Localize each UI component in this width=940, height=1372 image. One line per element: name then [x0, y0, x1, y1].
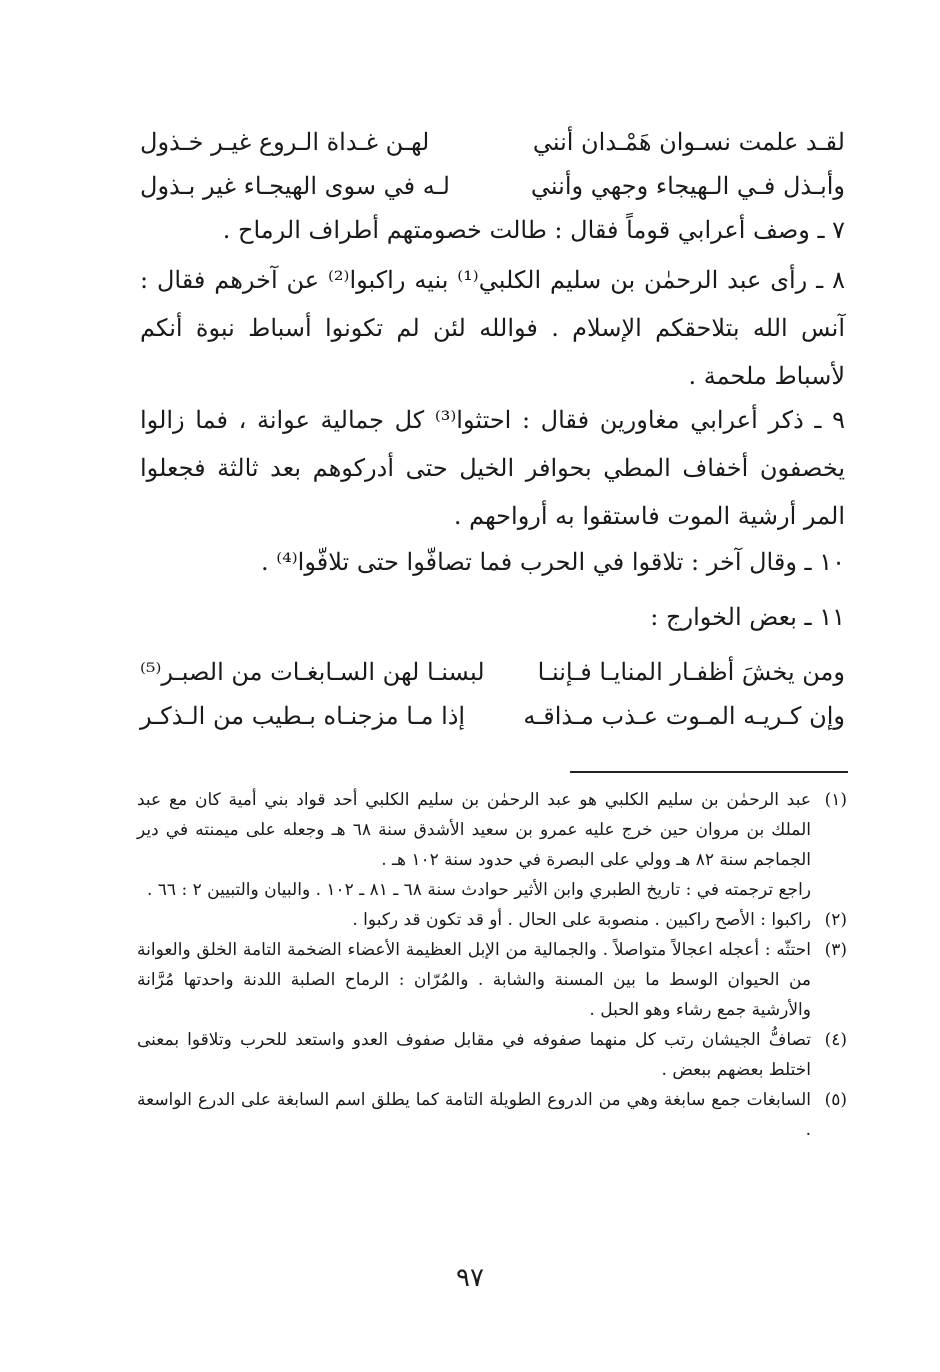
- footnote-text: السابغات جمع سابغة وهي من الدروع الطويلة التامة كما يطلق اسم السابغة على الدرع الواسعة .: [137, 1090, 811, 1140]
- verse-hemistich-left: لبسنـا لهن السـابغـات من الصبـر⁽⁵⁾: [140, 658, 485, 686]
- footnote-1-reference: راجع ترجمته في : تاريخ الطبري وابن الأثير حوادث سنة ٦٨ ـ ٨١ ـ ١٠٢ . والبيان والتبيين ٢ : ٦٦ .: [146, 880, 811, 900]
- verse-hemistich-left: لـه في سوى الهيجـاء غير بـذول: [140, 172, 450, 200]
- verse-block-1: [140, 120, 845, 208]
- page-number: ٩٧: [456, 1263, 484, 1293]
- verse-line: [140, 694, 845, 738]
- paragraph-7: ٧ ـ وصف أعرابي قوماً فقال : طالت خصومتهم أطراف الرماح .: [222, 216, 845, 244]
- verse-hemistich-right: وأبـذل فـي الـهيجاء وجهي وأنني: [530, 172, 845, 200]
- footnote-text: راكبوا : الأصح راكبين . منصوبة على الحال . أو قد تكون قد ركبوا .: [352, 910, 811, 930]
- paragraph-10: ١٠ ـ وقال آخر : تلاقوا في الحرب فما تصافّوا حتى تلافّوا⁽⁴⁾ .: [261, 548, 845, 576]
- paragraph-11: ١١ ـ بعض الخوارج :: [650, 603, 845, 631]
- verse-line: [140, 164, 845, 208]
- footnote-number: (٢): [824, 910, 847, 930]
- footnote-3: [137, 935, 847, 1025]
- footnote-number: (٣): [824, 940, 847, 960]
- verse-block-2: [140, 650, 845, 738]
- paragraph-9: ٩ ـ ذكر أعرابي مغاورين فقال : احتثوا⁽³⁾ كل جمالية عوانة ، فما زالوا يخصفون أخفاف المطي بحوافر الخيل حتى أدركوهم بعد ثالثة فجعلوا المر أرشية الموت فاستقوا به أرواحهم .: [140, 406, 845, 530]
- footnote-1: [137, 785, 847, 875]
- verse-hemistich-left: إذا مـا مزجنـاه بـطيب من الـذكـر: [140, 702, 466, 730]
- verse-line: [140, 120, 845, 164]
- footnote-number: (١): [824, 790, 847, 810]
- footnote-number: (٥): [824, 1090, 847, 1110]
- verse-hemistich-left: لهـن غـداة الـروع غيـر خـذول: [140, 128, 430, 156]
- footnote-4: [137, 1025, 847, 1085]
- footnotes: [137, 785, 847, 1145]
- verse-line: [140, 650, 845, 694]
- footnote-number: (٤): [824, 1030, 847, 1050]
- paragraph-8: ٨ ـ رأى عبد الرحمٰن بن سليم الكلبي⁽¹⁾ بنيه راكبوا⁽²⁾ عن آخرهم فقال : آنس الله بتلاحقكم الإسلام . فوالله لئن لم تكونوا أسباط نبوة أنكم لأسباط ملحمة .: [140, 266, 845, 390]
- footnote-divider: [570, 771, 848, 773]
- footnote-2: [137, 905, 847, 935]
- footnote-text: احتثّه : أعجله اعجالاً متواصلاً . والجمالية من الإبل العظيمة الأعضاء الضخمة التامة الخلق والعوانة من الحيوان الوسط ما بين المسنة والشابة . والمُرّان : الرماح الصلبة اللدنة واحدتها مُرَّانة والأرشية جمع رشاء وهو الحبل .: [137, 940, 811, 1020]
- footnote-text: تصافُّ الجيشان رتب كل منهما صفوفه في مقابل صفوف العدو واستعد للحرب وتلاقوا بمعنى اختلط بعضهم ببعض .: [137, 1030, 811, 1080]
- verse-hemistich-right: ومن يخشَ أظفـار المنايـا فـإننـا: [537, 658, 845, 686]
- footnote-5: [137, 1085, 847, 1145]
- footnote-text: عبد الرحمٰن بن سليم الكلبي هو عبد الرحمٰن بن سليم الكلبي أحد قواد بني أمية كان مع عبد الملك بن مروان حين خرج عليه عمرو بن سعيد الأشدق سنة ٦٨ هـ وجعله على ميمنته في دير الجماجم سنة ٨٢ هـ وولي على البصرة في حدود سنة ١٠٢ هـ .: [137, 790, 811, 870]
- verse-hemistich-right: وإن كـريـه المـوت عـذب مـذاقـه: [523, 702, 845, 730]
- verse-hemistich-right: لقـد علمت نسـوان هَمْـدان أنني: [532, 128, 845, 156]
